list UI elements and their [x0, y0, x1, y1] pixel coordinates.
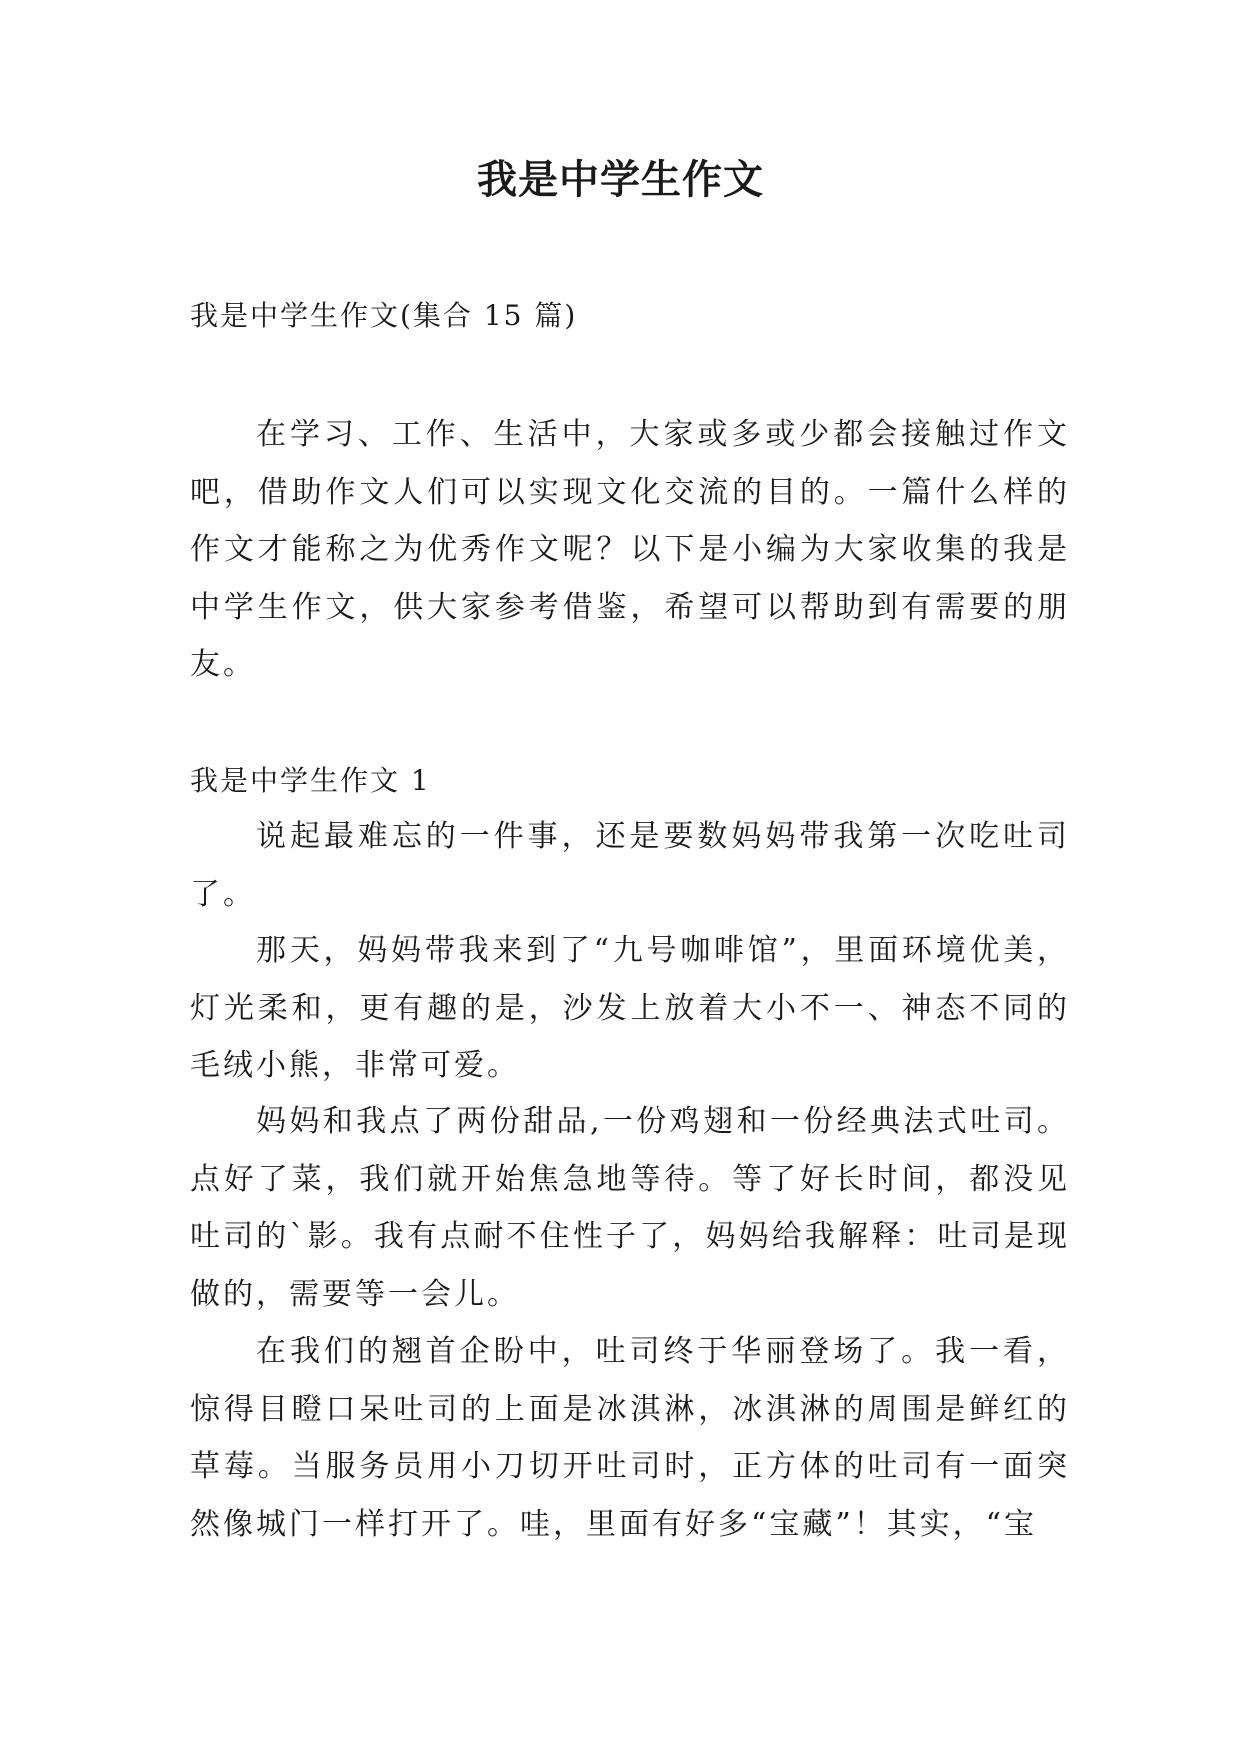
document-title: 我是中学生作文: [477, 156, 764, 203]
body-paragraph: 在我们的翘首企盼中，吐司终于华丽登场了。我一看，惊得目瞪口呆吐司的上面是冰淇淋，冰淇淋的周围是鲜红的草莓。当服务员用小刀切开吐司时，正方体的吐司有一面突然像城门一样打开了。哇，里面有好多“宝藏”！其实，“宝: [190, 1334, 1070, 1542]
document-subtitle: 我是中学生作文(集合 15 篇): [190, 299, 578, 332]
body-paragraph: 说起最难忘的一件事，还是要数妈妈带我第一次吃吐司了。: [190, 819, 1070, 912]
body-paragraph: 妈妈和我点了两份甜品,一份鸡翅和一份经典法式吐司。点好了菜，我们就开始焦急地等待。等了好长时间，都没见吐司的`影。我有点耐不住性子了，妈妈给我解释：吐司是现做的，需要等一会儿。: [190, 1104, 1070, 1312]
intro-paragraph: 在学习、工作、生活中，大家或多或少都会接触过作文吧，借助作文人们可以实现文化交流的目的。一篇什么样的作文才能称之为优秀作文呢？以下是小编为大家收集的我是中学生作文，供大家参考借鉴，希望可以帮助到有需要的朋友。: [190, 417, 1070, 682]
body-paragraph: 那天，妈妈带我来到了“九号咖啡馆”，里面环境优美，灯光柔和，更有趣的是，沙发上放着大小不一、神态不同的毛绒小熊，非常可爱。: [190, 933, 1070, 1083]
section-heading: 我是中学生作文 1: [190, 764, 431, 797]
